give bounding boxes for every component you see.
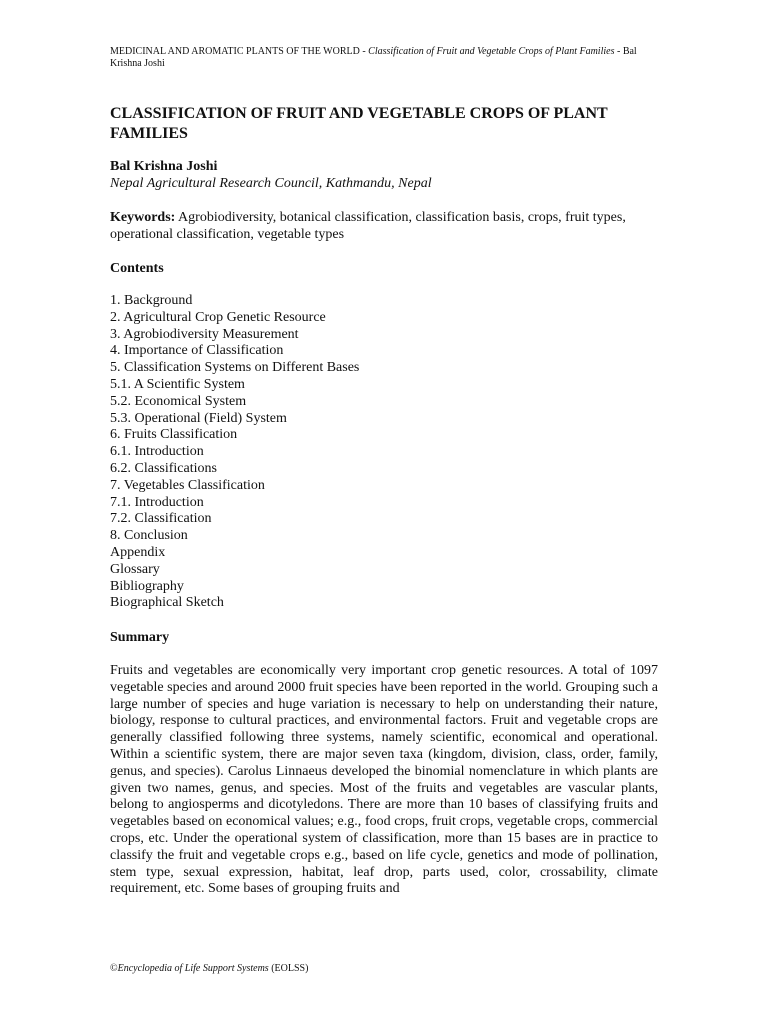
toc-item[interactable]: 2. Agricultural Crop Genetic Resource: [110, 309, 326, 325]
toc-item[interactable]: Appendix: [110, 544, 166, 560]
header-separator: -: [614, 46, 623, 57]
toc-item[interactable]: 7.2. Classification: [110, 511, 212, 527]
toc-item[interactable]: 4. Importance of Classification: [110, 343, 284, 359]
toc-item[interactable]: Glossary: [110, 561, 160, 577]
keywords-label: Keywords:: [110, 210, 176, 225]
toc-item[interactable]: 7. Vegetables Classification: [110, 477, 265, 493]
header-author: Bal Krishna Joshi: [110, 46, 637, 69]
summary-heading: Summary: [110, 630, 170, 645]
footer-abbrev: (EOLSS): [268, 963, 309, 974]
toc-item[interactable]: 6. Fruits Classification: [110, 427, 238, 443]
table-of-contents: [110, 293, 359, 612]
toc-item[interactable]: 6.1. Introduction: [110, 444, 204, 460]
header-chapter: Classification of Fruit and Vegetable Crops of Plant Families: [368, 46, 615, 57]
keywords-text: Agrobiodiversity, botanical classification, classification basis, crops, fruit types, operational classification, vegetable types: [110, 210, 626, 242]
toc-item[interactable]: 7.1. Introduction: [110, 494, 204, 510]
toc-item[interactable]: Biographical Sketch: [110, 595, 224, 611]
toc-item[interactable]: 5.3. Operational (Field) System: [110, 410, 287, 426]
page-footer: [110, 963, 308, 975]
copyright-symbol: ©: [110, 963, 118, 974]
toc-item[interactable]: 5. Classification Systems on Different Bases: [110, 360, 360, 376]
author-name: Bal Krishna Joshi: [110, 159, 218, 174]
page-title: CLASSIFICATION OF FRUIT AND VEGETABLE CROPS OF PLANT FAMILIES: [110, 105, 608, 142]
toc-item[interactable]: Bibliography: [110, 578, 184, 594]
author-affiliation: Nepal Agricultural Research Council, Kathmandu, Nepal: [110, 176, 432, 191]
running-header: [110, 46, 658, 70]
toc-item[interactable]: 5.2. Economical System: [110, 393, 247, 409]
toc-item[interactable]: 5.1. A Scientific System: [110, 376, 245, 392]
toc-item[interactable]: 6.2. Classifications: [110, 460, 217, 476]
toc-item[interactable]: 3. Agrobiodiversity Measurement: [110, 326, 299, 342]
toc-item[interactable]: 1. Background: [110, 293, 193, 308]
header-separator: -: [359, 46, 369, 57]
summary-paragraph: Fruits and vegetables are economically very important crop genetic resources. A total of 1097 vegetable species and around 2000 fruit species have been reported in the world. Grouping such a large number of species and huge variation is necessary to help on understanding their nature, biology, response to cultural practices, and environmental factors. Fruit and vegetable crops are generally classified following three systems, namely scientific, economical and operational. Within a scientific system, there are major seven taxa (kingdom, division, class, order, family, genus, and species). Carolus Linnaeus developed the binomial nomenclature in which plants are given two names, genus, and species. Most of the fruits and vegetables are vascular plants, belong to angiosperms and dicotyledons. There are more than 10 bases of classifying fruits and vegetables based on economical values; e.g., food crops, fruit crops, vegetable crops, commercial crops, etc. Under the operational system of classification, more than 15 bases are in practice to classify the fruit and vegetable crops e.g., based on life cycle, genetics and mode of pollination, stem type, sexual expression, habitat, leaf drop, parts used, color, crossability, climate requirement, etc. Some bases of grouping fruits and: [110, 663, 658, 897]
footer-publisher: Encyclopedia of Life Support Systems: [117, 963, 269, 974]
document-page: [110, 0, 658, 1024]
contents-heading: Contents: [110, 261, 164, 276]
toc-item[interactable]: 8. Conclusion: [110, 528, 188, 544]
header-series: MEDICINAL AND AROMATIC PLANTS OF THE WORLD: [110, 46, 360, 57]
keywords-block: [110, 209, 658, 243]
